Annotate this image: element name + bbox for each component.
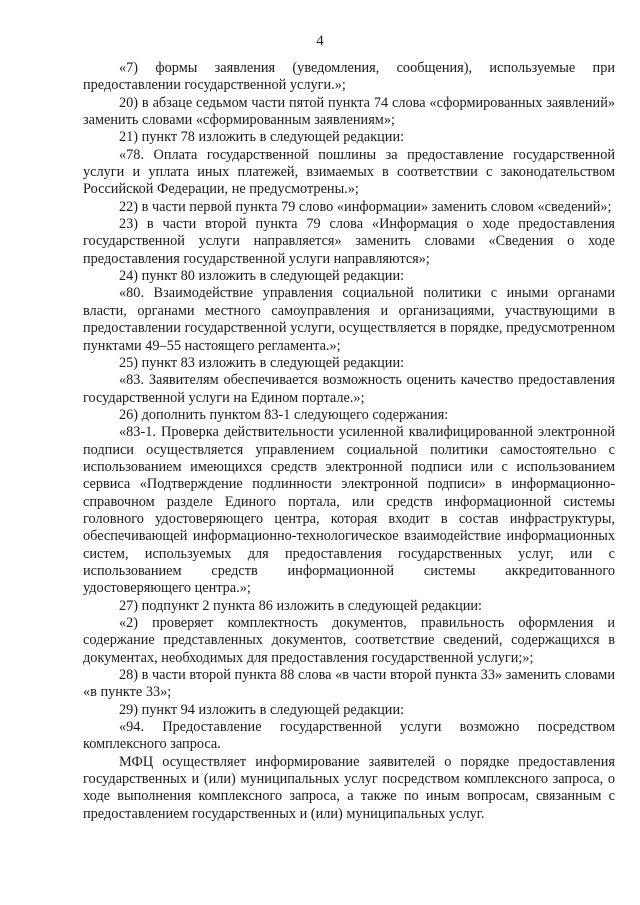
- paragraph-point-83: «83. Заявителям обеспечивается возможность оценить качество предоставления государственной услуги на Едином портале.»;: [83, 372, 615, 406]
- paragraph-point-94: «94. Предоставление государственной услуги возможно посредством комплексного запроса.: [83, 719, 615, 753]
- paragraph-item-25: 25) пункт 83 изложить в следующей редакции:: [119, 354, 405, 371]
- paragraph-point-78: «78. Оплата государственной пошлины за предоставление государственной услуги и уплата иных платежей, взимаемых в соответствии с законодательством Российской Федерации, не предусмотрены.»;: [83, 146, 615, 198]
- paragraph-item-27: 27) подпункт 2 пункта 86 изложить в следующей редакции:: [119, 597, 483, 614]
- paragraph-item-7: «7) формы заявления (уведомления, сообщения), используемые при предоставлении государственной услуги.»;: [83, 60, 615, 94]
- document-body: [83, 60, 615, 823]
- paragraph-item-29: 29) пункт 94 изложить в следующей редакции:: [119, 701, 405, 718]
- paragraph-item-20: 20) в абзаце седьмом части пятой пункта 74 слова «сформированных заявлений» заменить словами «сформированным заявлениям»;: [83, 94, 615, 129]
- paragraph-item-21: 21) пункт 78 изложить в следующей редакции:: [119, 129, 405, 146]
- paragraph-item-22: 22) в части первой пункта 79 слово «информации» заменить словом «сведений»;: [119, 198, 612, 215]
- paragraph-mfc: МФЦ осуществляет информирование заявителей о порядке предоставления государственных и (или) муниципальных услуг посредством комплексного запроса, о ходе выполнения комплексного запроса, а также по иным вопросам, связанным с предоставлением государственных и (или) муниципальных услуг.: [83, 753, 615, 822]
- paragraph-item-24: 24) пункт 80 изложить в следующей редакции:: [119, 268, 405, 285]
- paragraph-item-26: 26) дополнить пунктом 83-1 следующего содержания:: [119, 406, 449, 423]
- paragraph-point-83-1: «83-1. Проверка действительности усиленной квалифицированной электронной подписи осуществляется управлением социальной политики самостоятельно с использованием имеющихся средств электронной подписи или с использованием сервиса «Подтверждение подлинности электронной подписи» в информационно-справочном разделе Единого портала, или средств информационной системы головного удостоверяющего центра, которая входит в состав инфраструктуры, обеспечивающей информационно-технологическое взаимодействие информационных систем, используемых для предоставления государственных услуг, или с использованием средств информационной системы аккредитованного удостоверяющего центра.»;: [83, 424, 615, 597]
- paragraph-item-23: 23) в части второй пункта 79 слова «Информация о ходе предоставления государственной услуги направляется» заменить словами «Сведения о ходе предоставления государственной услуги направляются»;: [83, 216, 615, 267]
- paragraph-item-28: 28) в части второй пункта 88 слова «в части второй пункта 33» заменить словами «в пункте 33»;: [83, 667, 615, 701]
- paragraph-point-80: «80. Взаимодействие управления социальной политики с иными органами власти, органами местного самоуправления и организациями, участвующими в предоставлении государственной услуги, осуществляется в порядке, предусмотренном пунктами 49–55 настоящего регламента.»;: [83, 285, 615, 354]
- paragraph-subpoint-2: «2) проверяет комплектность документов, правильность оформления и содержание представленных документов, соответствие сведений, содержащихся в документах, необходимых для предоставления государственной услуги;»;: [83, 615, 615, 666]
- page-number: 4: [316, 33, 324, 49]
